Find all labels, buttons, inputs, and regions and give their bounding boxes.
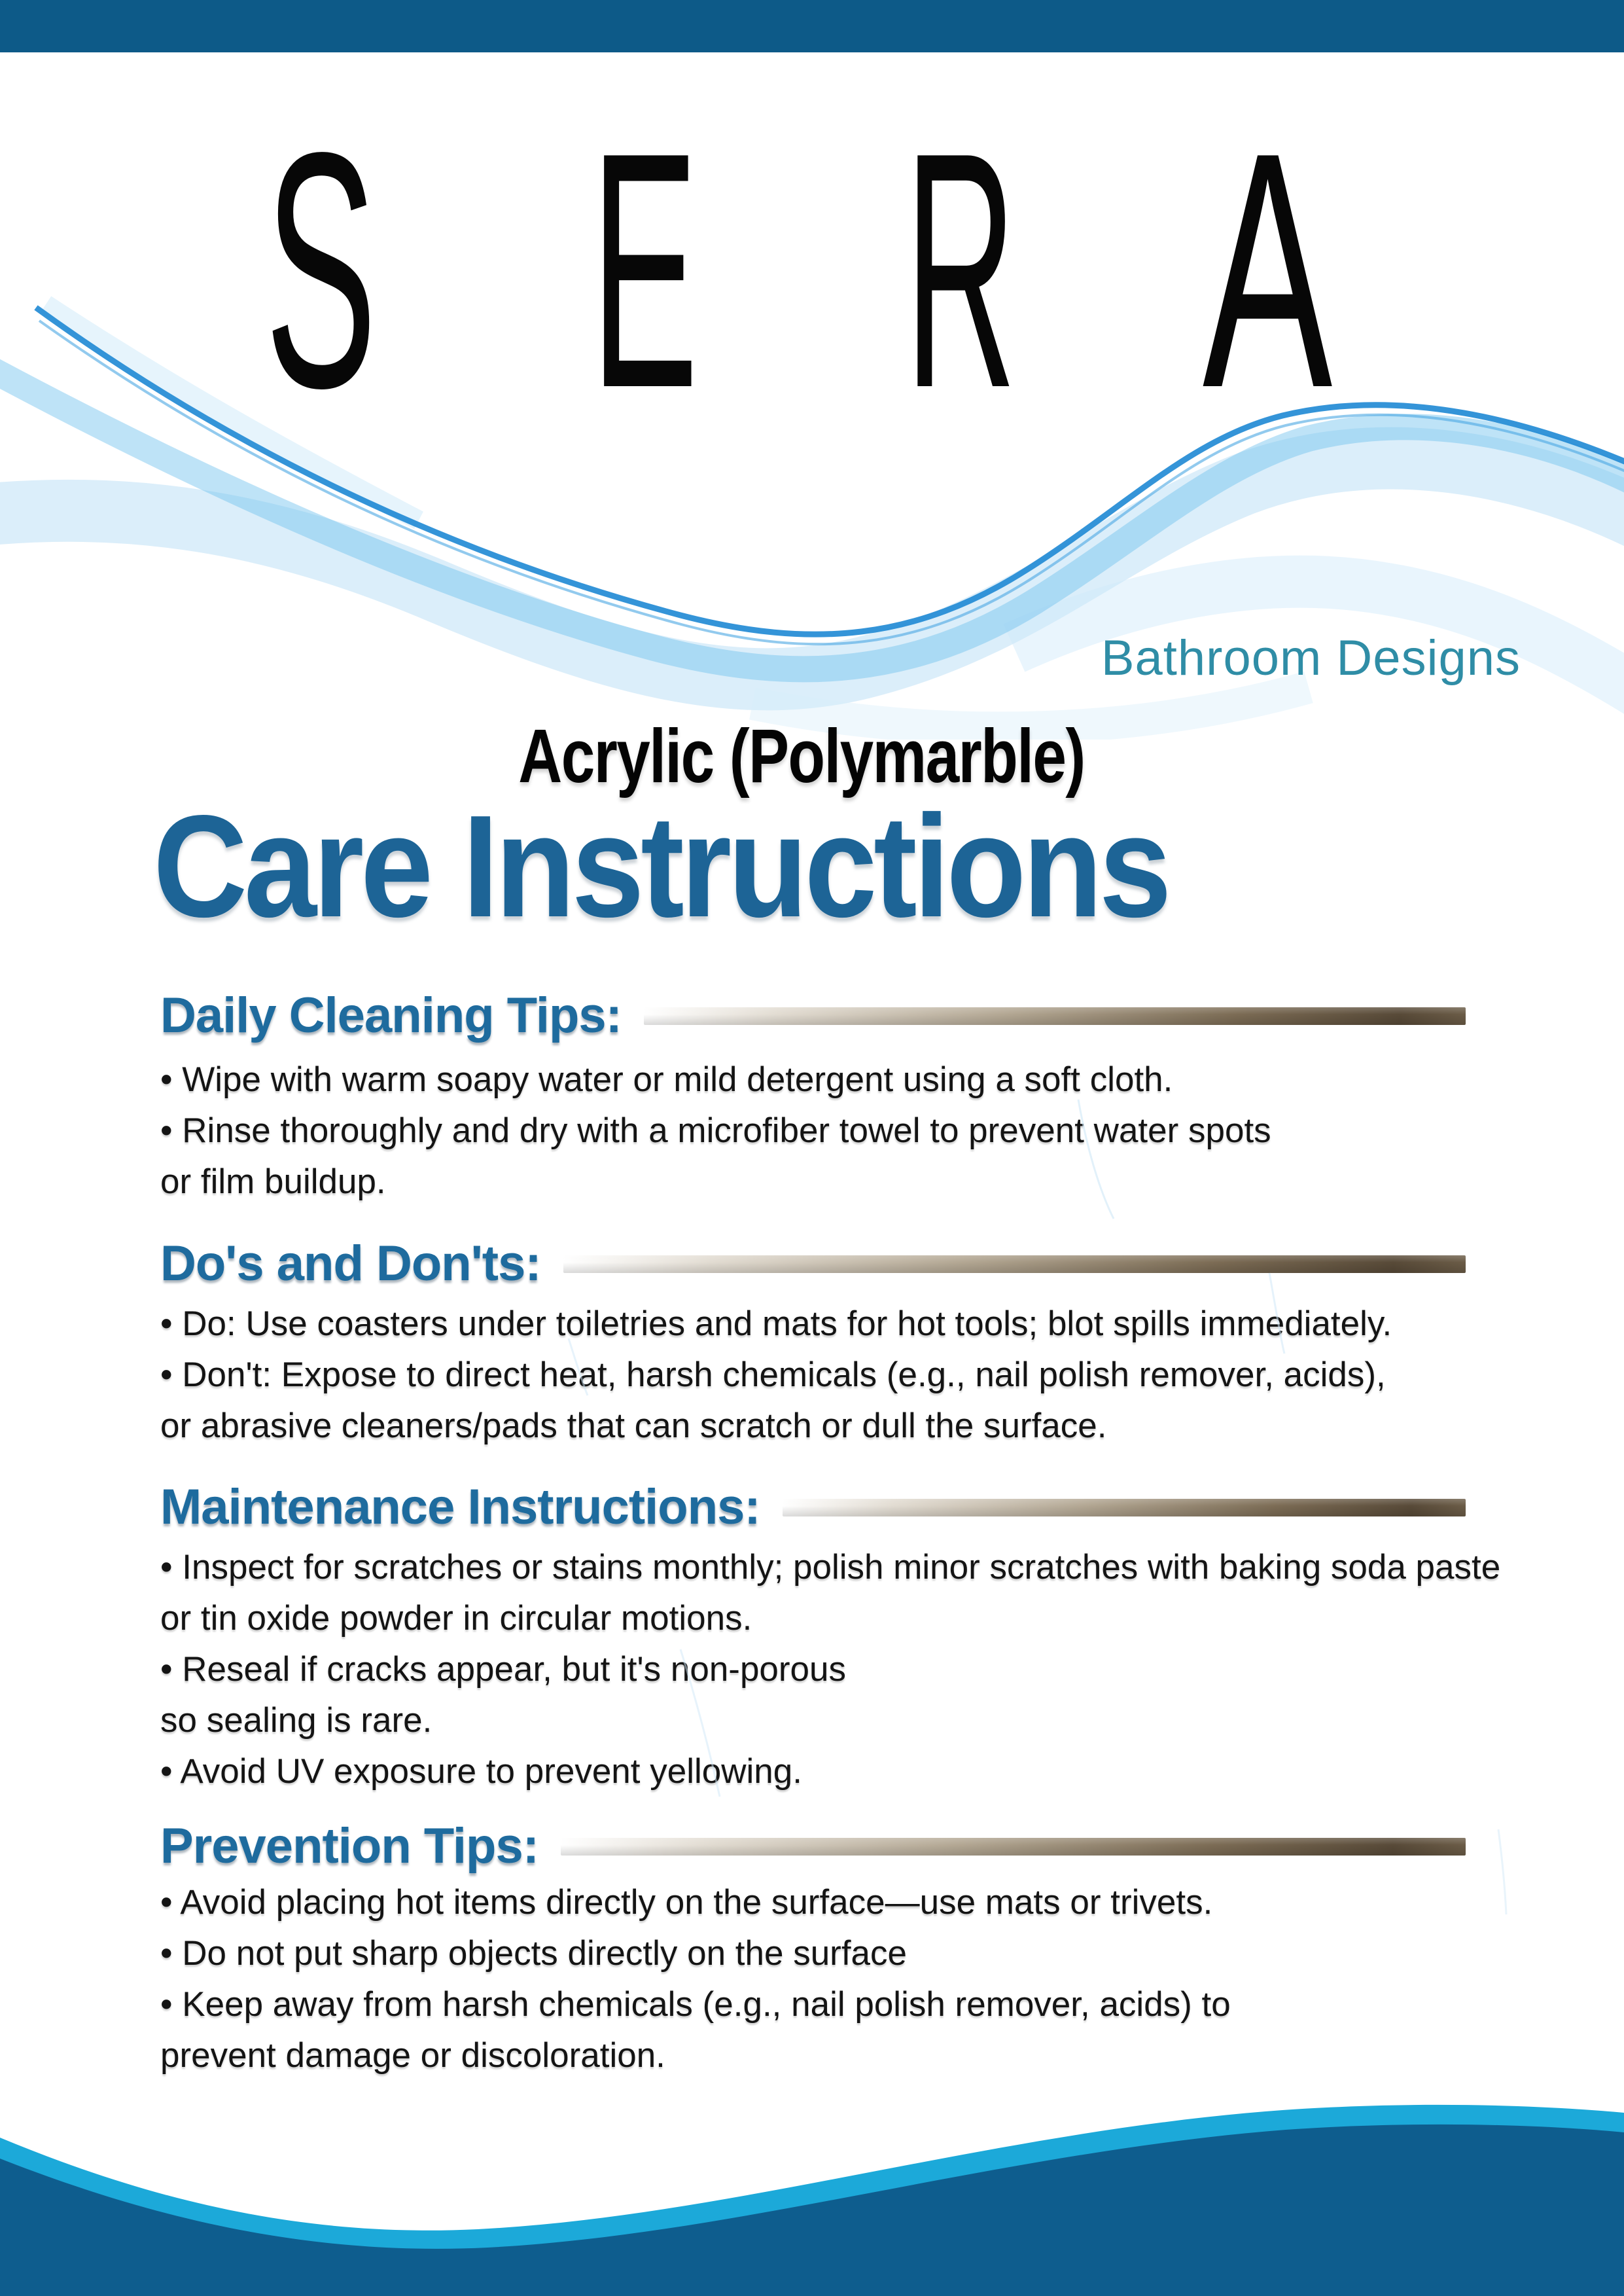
heading-gradient-bar: [644, 1007, 1466, 1025]
bullet-line: • Do not put sharp objects directly on the surface: [160, 1934, 908, 1973]
section-maintenance-heading-row: [160, 1477, 1466, 1537]
heading-gradient-bar: [561, 1838, 1466, 1856]
section-dos-heading: Do's and Don'ts:: [160, 1236, 541, 1291]
section-daily-bullets: [160, 1054, 1606, 1208]
footer-wave-graphic: [0, 2060, 1624, 2296]
section-daily-heading-row: [160, 986, 1466, 1046]
bullet-line: • Keep away from harsh chemicals (e.g., nail polish remover, acids) to: [160, 1985, 1231, 2024]
logo-letter-a: A: [1203, 82, 1333, 457]
bullet-line: or tin oxide powder in circular motions.: [160, 1599, 752, 1638]
bullet-line: prevent damage or discoloration.: [160, 2036, 665, 2075]
bullet-line: • Do: Use coasters under toiletries and mats for hot tools; blot spills immediately.: [160, 1304, 1392, 1343]
section-maintenance-bullets: [160, 1542, 1606, 1797]
section-maintenance-heading: Maintenance Instructions:: [160, 1479, 760, 1535]
section-prevention-heading-row: [160, 1816, 1466, 1876]
section-dos-bullets: [160, 1299, 1606, 1452]
brand-subtitle: Bathroom Designs: [1101, 630, 1521, 686]
heading-gradient-bar: [783, 1499, 1466, 1516]
sera-logo: [0, 0, 1624, 458]
bullet-line: • Reseal if cracks appear, but it's non-porous: [160, 1650, 846, 1689]
bullet-line: or abrasive cleaners/pads that can scratch or dull the surface.: [160, 1407, 1107, 1445]
bullet-line: • Avoid UV exposure to prevent yellowing.: [160, 1752, 802, 1791]
bullet-line: • Wipe with warm soapy water or mild detergent using a soft cloth.: [160, 1060, 1173, 1099]
bullet-line: • Inspect for scratches or stains monthly; polish minor scratches with baking soda paste: [160, 1548, 1501, 1587]
bullet-line: • Rinse thoroughly and dry with a microfiber towel to prevent water spots: [160, 1111, 1271, 1150]
logo-letter-s: S: [265, 82, 377, 457]
heading-gradient-bar: [563, 1255, 1466, 1273]
logo-letter-r: R: [905, 82, 1017, 458]
bullet-line: • Avoid placing hot items directly on the surface—use mats or trivets.: [160, 1883, 1213, 1922]
section-daily-heading: Daily Cleaning Tips:: [160, 988, 622, 1043]
page-title: Care Instructions: [153, 785, 1169, 948]
bullet-line: so sealing is rare.: [160, 1701, 432, 1740]
section-prevention-heading: Prevention Tips:: [160, 1818, 539, 1874]
section-prevention-bullets: [160, 1877, 1606, 2081]
bullet-line: or film buildup.: [160, 1162, 386, 1201]
material-title: Acrylic (Polymarble): [518, 713, 1085, 798]
footer-wave-dark: [0, 2125, 1624, 2296]
bullet-line: • Don't: Expose to direct heat, harsh chemicals (e.g., nail polish remover, acids),: [160, 1355, 1386, 1394]
section-dos-heading-row: [160, 1234, 1466, 1294]
logo-letter-e: E: [591, 83, 699, 458]
